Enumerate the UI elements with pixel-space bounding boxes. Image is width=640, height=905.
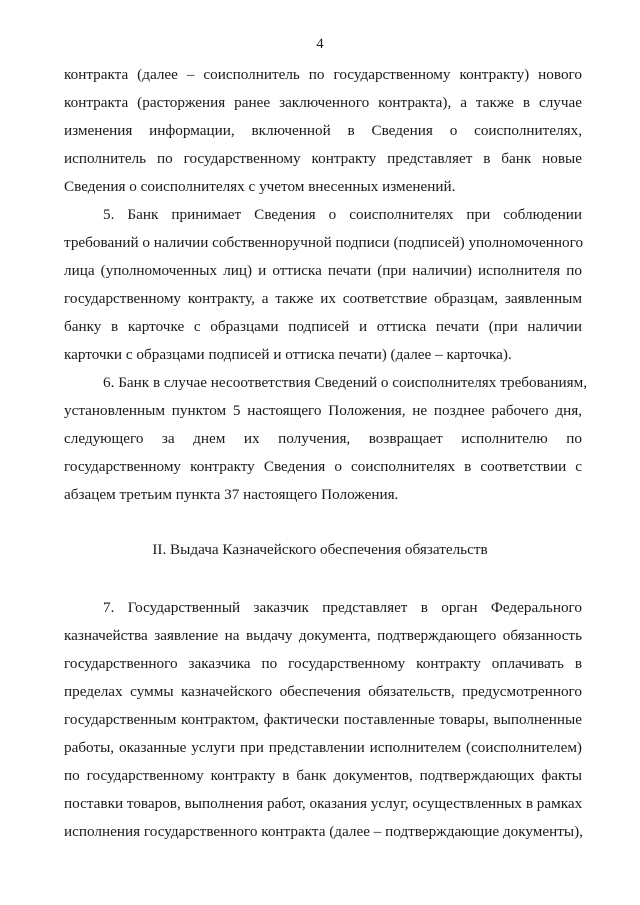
- paragraph-1-line: контракта (далее – соисполнитель по государственному контракту) нового: [64, 66, 582, 83]
- paragraph-7-line: казначейства заявление на выдачу документа, подтверждающего обязанность: [64, 627, 582, 644]
- paragraph-5-line: государственному контракту, а также их соответствие образцам, заявленным: [64, 290, 582, 307]
- paragraph-7-line: государственного заказчика по государственному контракту оплачивать в: [64, 655, 582, 672]
- paragraph-1-line: изменения информации, включенной в Сведения о соисполнителях,: [64, 122, 582, 139]
- paragraph-5-line: лица (уполномоченных лиц) и оттиска печати (при наличии) исполнителя по: [64, 262, 582, 279]
- section-heading: II. Выдача Казначейского обеспечения обязательств: [152, 541, 488, 558]
- paragraph-7-line: поставки товаров, выполнения работ, оказания услуг, осуществленных в рамках: [64, 795, 583, 812]
- paragraph-5-line: банку в карточке с образцами подписей и оттиска печати (при наличии: [64, 318, 582, 335]
- paragraph-5-line: требований о наличии собственноручной подписи (подписей) уполномоченного: [64, 234, 584, 251]
- page-number: 4: [316, 36, 324, 52]
- paragraph-1-line: контракта (расторжения ранее заключенного контракта), а также в случае: [64, 94, 582, 111]
- paragraph-7-line: государственным контрактом, фактически поставленные товары, выполненные: [64, 711, 582, 728]
- paragraph-7-line: по государственному контракту в банк документов, подтверждающих факты: [64, 767, 582, 784]
- paragraph-6-line: установленным пунктом 5 настоящего Положения, не позднее рабочего дня,: [64, 402, 582, 419]
- paragraph-6-line: 6. Банк в случае несоответствия Сведений о соисполнителях требованиям,: [103, 374, 587, 391]
- paragraph-7-line: работы, оказанные услуги при представлении исполнителем (соисполнителем): [64, 739, 582, 756]
- paragraph-7-line: 7. Государственный заказчик представляет в орган Федерального: [103, 599, 582, 616]
- paragraph-1-line: Сведения о соисполнителях с учетом внесенных изменений.: [64, 178, 456, 195]
- paragraph-1-line: исполнитель по государственному контракту представляет в банк новые: [64, 150, 582, 167]
- paragraph-6-line: государственному контракту Сведения о соисполнителях в соответствии с: [64, 458, 582, 475]
- paragraph-7-line: исполнения государственного контракта (далее – подтверждающие документы),: [64, 823, 583, 840]
- paragraph-7-line: пределах суммы казначейского обеспечения обязательств, предусмотренного: [64, 683, 582, 700]
- paragraph-6-line: абзацем третьим пункта 37 настоящего Положения.: [64, 486, 399, 503]
- paragraph-5-line: 5. Банк принимает Сведения о соисполнителях при соблюдении: [103, 206, 582, 223]
- paragraph-6-line: следующего за днем их получения, возвращает исполнителю по: [64, 430, 582, 447]
- paragraph-5-line: карточки с образцами подписей и оттиска печати) (далее – карточка).: [64, 346, 512, 363]
